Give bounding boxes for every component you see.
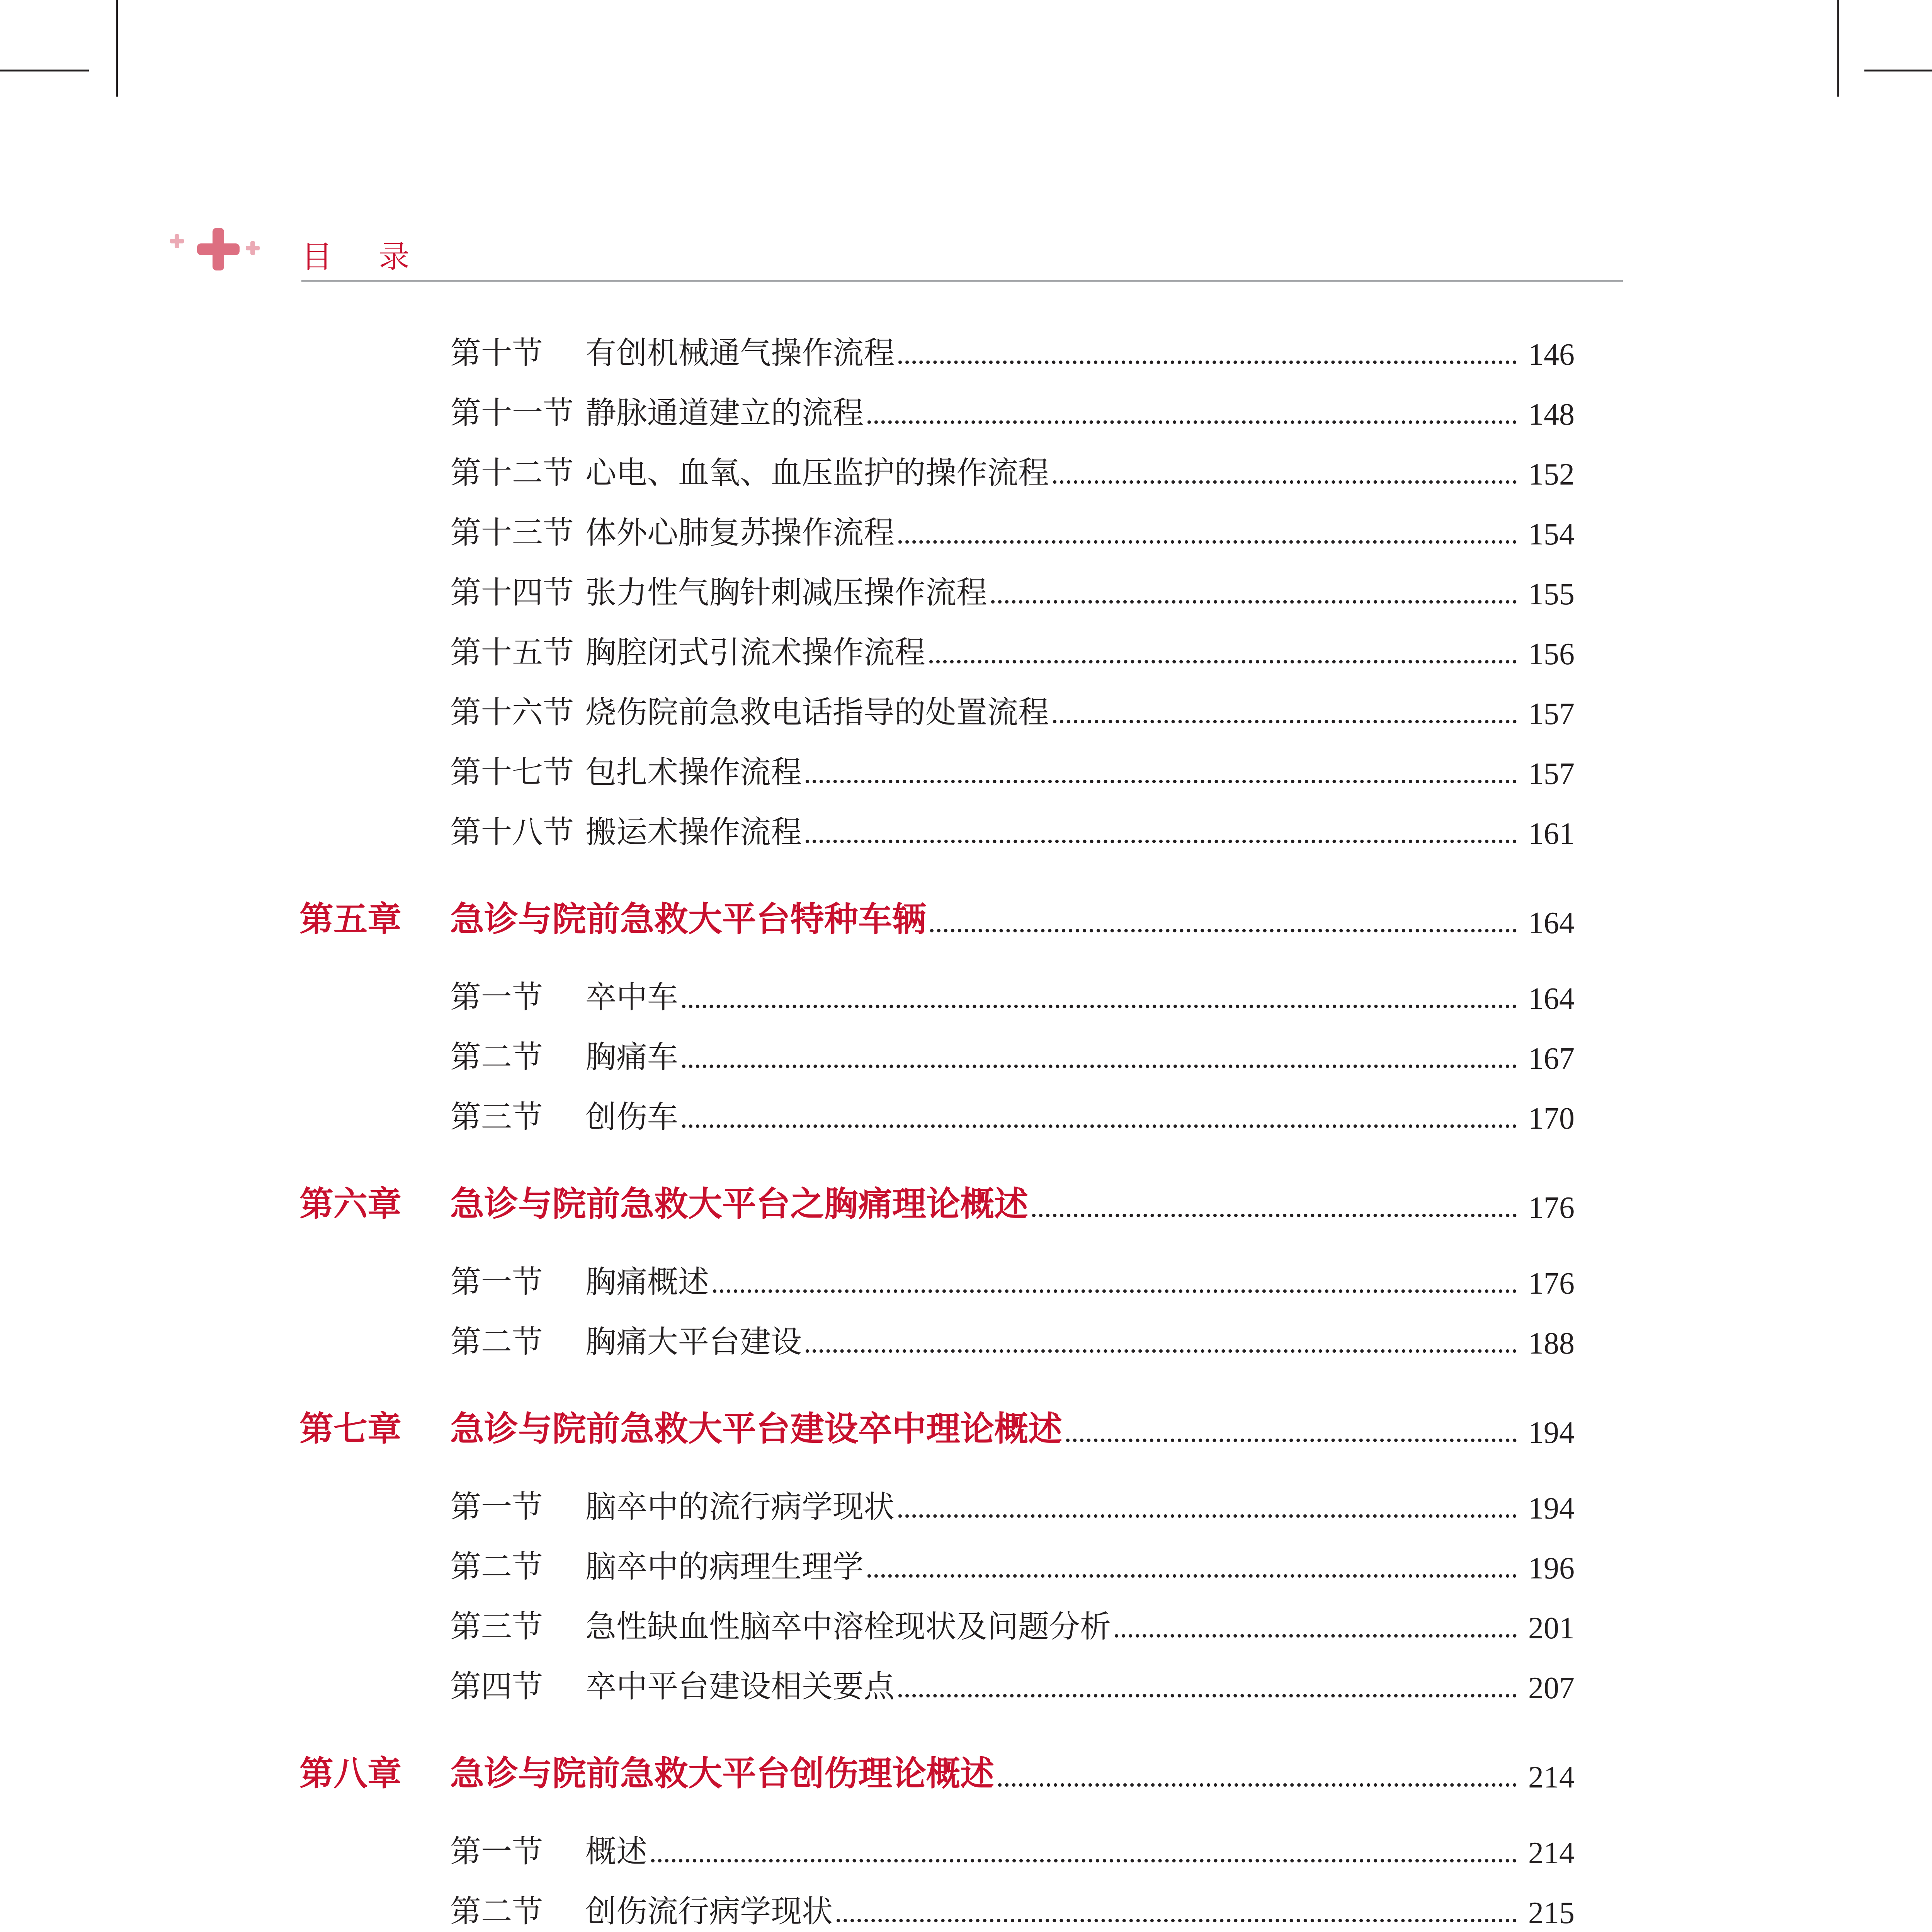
- toc-entry-title: 有创机械通气操作流程: [585, 335, 895, 371]
- toc-entry-title: 创伤车: [585, 1099, 678, 1135]
- toc-section-entry[interactable]: [450, 1607, 1575, 1646]
- toc-dot-leader: [1053, 480, 1517, 484]
- toc-entry-title: 概述: [585, 1833, 647, 1869]
- toc-dot-leader: [991, 600, 1517, 604]
- toc-section-entry[interactable]: [450, 1548, 1575, 1586]
- toc-dot-leader: [898, 1694, 1517, 1697]
- toc-section-entry[interactable]: [450, 693, 1575, 732]
- toc-entry-page: 157: [1528, 697, 1575, 731]
- toc-entry-page: 176: [1528, 1191, 1575, 1225]
- toc-dot-leader: [682, 1065, 1517, 1068]
- toc-dot-leader: [930, 929, 1517, 932]
- toc-entry-title: 张力性气胸针刺减压操作流程: [585, 575, 987, 611]
- toc-dot-leader: [898, 361, 1517, 364]
- toc-entry-title: 创伤流行病学现状: [585, 1893, 833, 1929]
- toc-entry-page: 170: [1528, 1102, 1575, 1136]
- toc-entry-title: 搬运术操作流程: [585, 814, 802, 850]
- toc-section-entry[interactable]: [450, 978, 1575, 1017]
- toc-dot-leader: [837, 1919, 1517, 1922]
- toc-dot-leader: [806, 840, 1517, 843]
- toc-entry-page: 196: [1528, 1551, 1575, 1585]
- toc-chapter-entry[interactable]: [299, 1183, 1575, 1226]
- toc-entry-page: 207: [1528, 1671, 1575, 1705]
- toc-entry-title: 卒中平台建设相关要点: [585, 1668, 895, 1704]
- toc-entry-title: 卒中车: [585, 979, 678, 1015]
- toc-chapter-entry[interactable]: [299, 898, 1575, 941]
- toc-section-entry[interactable]: [450, 1098, 1575, 1136]
- toc-section-entry[interactable]: [450, 454, 1575, 492]
- toc-entry-title: 静脉通道建立的流程: [585, 395, 864, 431]
- toc-entry-number: 第一节: [450, 1489, 543, 1525]
- toc-entry-page: 215: [1528, 1896, 1575, 1930]
- toc-entry-page: 148: [1528, 398, 1575, 432]
- toc-section-entry[interactable]: [450, 1832, 1575, 1871]
- toc-entry-number: 第十三节: [450, 515, 574, 551]
- toc-chapter-entry[interactable]: [299, 1408, 1575, 1451]
- toc-entry-page: 164: [1528, 982, 1575, 1016]
- toc-entry-number: 第一节: [450, 1264, 543, 1300]
- toc-entry-page: 176: [1528, 1267, 1575, 1301]
- toc-section-entry[interactable]: [450, 1488, 1575, 1526]
- toc-entry-page: 146: [1528, 338, 1575, 372]
- toc-entry-page: 194: [1528, 1416, 1575, 1450]
- toc-entry-number: 第八章: [299, 1753, 402, 1793]
- header-title-char: 录: [379, 239, 410, 275]
- toc-entry-title: 体外心肺复苏操作流程: [585, 515, 895, 551]
- toc-section-entry[interactable]: [450, 1038, 1575, 1077]
- toc-section-entry[interactable]: [450, 394, 1575, 432]
- toc-section-entry[interactable]: [450, 1667, 1575, 1706]
- toc-entry-number: 第十五节: [450, 634, 574, 670]
- toc-entry-number: 第二节: [450, 1039, 543, 1075]
- toc-dot-leader: [898, 540, 1517, 544]
- toc-entry-page: 152: [1528, 457, 1575, 492]
- toc-dot-leader: [867, 420, 1517, 424]
- toc-entry-number: 第十六节: [450, 694, 574, 730]
- toc-entry-number: 第一节: [450, 979, 543, 1015]
- toc-dot-leader: [713, 1289, 1517, 1293]
- toc-dot-leader: [806, 1349, 1517, 1353]
- toc-dot-leader: [1053, 720, 1517, 723]
- toc-entry-page: 156: [1528, 637, 1575, 671]
- toc-entry-title: 急诊与院前急救大平台建设卒中理论概述: [450, 1409, 1063, 1449]
- toc-entry-page: 155: [1528, 577, 1575, 611]
- toc-entry-number: 第一节: [450, 1833, 543, 1869]
- toc-dot-leader: [1066, 1439, 1517, 1442]
- toc-entry-title: 胸腔闭式引流术操作流程: [585, 634, 925, 670]
- toc-section-entry[interactable]: [450, 1323, 1575, 1361]
- toc-entry-number: 第十四节: [450, 575, 574, 611]
- toc-entry-number: 第二节: [450, 1549, 543, 1585]
- toc-entry-number: 第十八节: [450, 814, 574, 850]
- toc-chapter-entry[interactable]: [299, 1753, 1575, 1795]
- toc-section-entry[interactable]: [450, 633, 1575, 672]
- toc-section-entry[interactable]: [450, 573, 1575, 612]
- toc-entry-page: 194: [1528, 1492, 1575, 1526]
- toc-entry-title: 胸痛概述: [585, 1264, 709, 1300]
- toc-entry-page: 161: [1528, 817, 1575, 851]
- toc-section-entry[interactable]: [450, 1263, 1575, 1301]
- toc-section-entry[interactable]: [450, 334, 1575, 372]
- toc-dot-leader: [929, 660, 1517, 663]
- toc-entry-number: 第十一节: [450, 395, 574, 431]
- toc-entry-number: 第三节: [450, 1609, 543, 1645]
- toc-entry-page: 157: [1528, 757, 1575, 791]
- toc-dot-leader: [898, 1514, 1517, 1518]
- toc-entry-number: 第四节: [450, 1668, 543, 1704]
- toc-entry-number: 第二节: [450, 1893, 543, 1929]
- toc-entry-title: 胸痛车: [585, 1039, 678, 1075]
- toc-dot-leader: [806, 780, 1517, 783]
- toc-entry-title: 包扎术操作流程: [585, 754, 802, 790]
- toc-dot-leader: [998, 1783, 1517, 1787]
- toc-dot-leader: [682, 1124, 1517, 1128]
- toc-section-entry[interactable]: [450, 813, 1575, 852]
- toc-entry-number: 第十七节: [450, 754, 574, 790]
- toc-section-entry[interactable]: [450, 753, 1575, 792]
- toc-entry-number: 第三节: [450, 1099, 543, 1135]
- toc-entry-title: 急性缺血性脑卒中溶栓现状及问题分析: [585, 1609, 1111, 1645]
- toc-entry-number: 第十节: [450, 335, 543, 371]
- toc-dot-leader: [867, 1574, 1517, 1578]
- toc-entry-page: 214: [1528, 1760, 1575, 1794]
- toc-entry-page: 154: [1528, 517, 1575, 551]
- toc-entry-title: 急诊与院前急救大平台之胸痛理论概述: [450, 1184, 1029, 1224]
- toc-entry-title: 脑卒中的病理生理学: [585, 1549, 864, 1585]
- toc-entry-page: 201: [1528, 1611, 1575, 1645]
- toc-entry-page: 188: [1528, 1327, 1575, 1361]
- toc-entry-number: 第六章: [299, 1184, 402, 1224]
- toc-section-entry[interactable]: [450, 1892, 1575, 1931]
- toc-dot-leader: [1115, 1634, 1517, 1638]
- toc-entry-number: 第七章: [299, 1409, 402, 1449]
- toc-entry-title: 心电、血氧、血压监护的操作流程: [585, 455, 1049, 491]
- toc-entry-page: 214: [1528, 1836, 1575, 1870]
- toc-section-entry[interactable]: [450, 514, 1575, 552]
- toc-entry-number: 第二节: [450, 1324, 543, 1360]
- toc-entry-title: 烧伤院前急救电话指导的处置流程: [585, 694, 1049, 730]
- toc-dot-leader: [651, 1859, 1517, 1862]
- toc-entry-title: 胸痛大平台建设: [585, 1324, 802, 1360]
- header-title-char: 目: [301, 239, 332, 275]
- toc-entry-page: 167: [1528, 1042, 1575, 1076]
- toc-dot-leader: [1032, 1214, 1517, 1217]
- toc-dot-leader: [682, 1005, 1517, 1008]
- toc-entry-title: 急诊与院前急救大平台创伤理论概述: [450, 1753, 995, 1793]
- toc-entry-title: 急诊与院前急救大平台特种车辆: [450, 899, 927, 939]
- toc-entry-title: 脑卒中的流行病学现状: [585, 1489, 895, 1525]
- toc-entry-number: 第五章: [299, 899, 402, 939]
- toc-entry-page: 164: [1528, 906, 1575, 940]
- toc-entry-number: 第十二节: [450, 455, 574, 491]
